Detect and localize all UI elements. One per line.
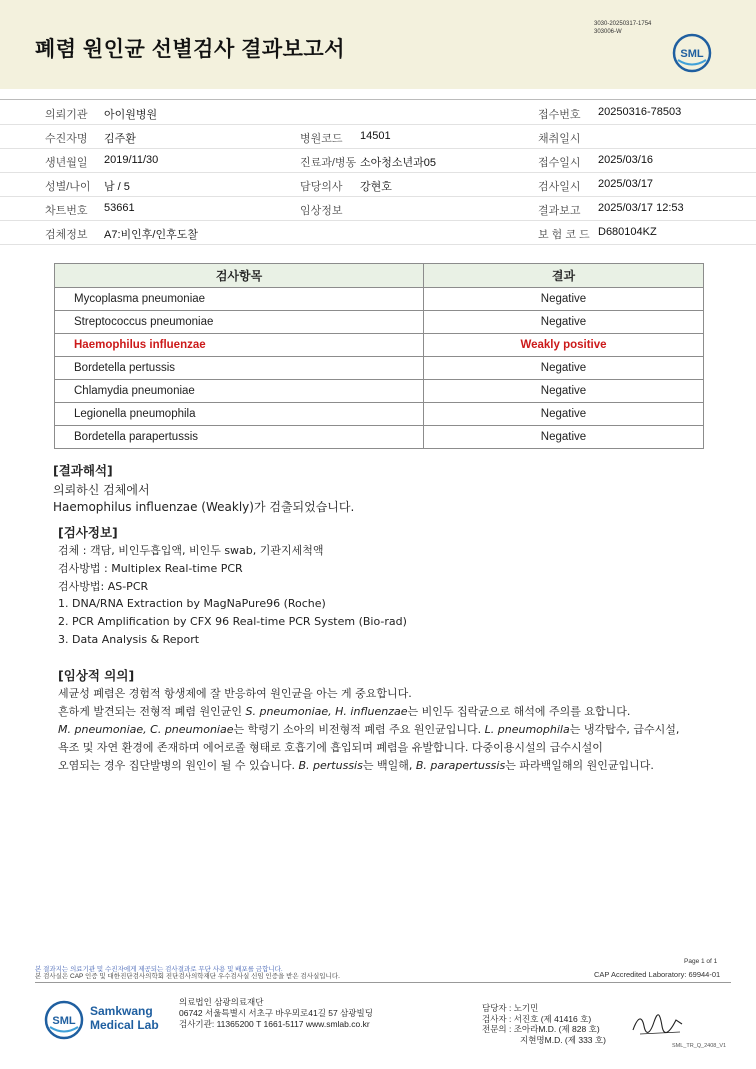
lab-contact: 검사기관: 11365200 T 1661-5117 www.smlab.co.kr	[179, 1019, 370, 1029]
footer-notice: 본 결과지는 의료기관 및 수진자에게 제공되는 검사결과로 무단 사용 및 배포를 금합니다.	[35, 966, 283, 973]
value-insurance-code: D680104KZ	[598, 226, 657, 238]
table-row-flagged	[55, 334, 704, 357]
value-receipt-number: 20250316-78503	[598, 106, 682, 118]
handwritten-signature	[630, 1010, 686, 1040]
form-code: SML_TR_Q_2408_V1	[672, 1043, 727, 1049]
label-department: 진료과/병동	[300, 157, 357, 169]
logo-text: SML	[680, 48, 704, 60]
test-info-line: 3. Data Analysis & Report	[58, 633, 200, 646]
clinical-line	[58, 703, 630, 719]
clinical-text: 오염되는 경우 집단발병의 원인이 될 수 있습니다.	[58, 759, 299, 772]
clinical-text: 는 비인두 집락균으로 해석에 주의를 요합니다.	[407, 705, 631, 718]
value-specimen-info: A7:비인후/인후도찰	[104, 229, 198, 241]
table-row	[55, 311, 704, 334]
patient-info	[0, 99, 756, 241]
label-specimen-info: 검체정보	[45, 229, 88, 241]
table-row	[55, 357, 704, 380]
value-report-time: 2025/03/17 12:53	[598, 202, 684, 214]
test-result: Negative	[424, 288, 704, 311]
signatory-line: 지현명M.D. (제 333 호)	[520, 1034, 606, 1045]
lab-address: 06742 서울특별시 서초구 바우뫼로41길 57 삼광빌딩	[179, 1008, 373, 1018]
interpretation-line: 의뢰하신 검체에서	[53, 483, 150, 497]
test-info-line: 검체 : 객담, 비인두흡입액, 비인두 swab, 기관지세척액	[58, 544, 324, 557]
test-info-title: [검사정보]	[58, 525, 118, 540]
label-patient-name: 수진자명	[45, 133, 88, 145]
info-row	[0, 148, 756, 173]
info-row	[0, 220, 756, 245]
label-test-date: 검사일시	[538, 181, 581, 193]
label-hospital-code: 병원코드	[300, 133, 343, 145]
label-report-time: 결과보고	[538, 205, 581, 217]
clinical-line: 세균성 폐렴은 경험적 항생제에 잘 반응하여 원인균을 아는 게 중요합니다.	[58, 687, 412, 700]
test-info-line: 검사방법: AS-PCR	[58, 580, 149, 593]
cap-accreditation: CAP Accredited Laboratory: 69944-01	[594, 970, 721, 979]
clinical-line	[58, 757, 654, 773]
value-requesting-institution: 아이원병원	[104, 109, 158, 121]
label-receipt-number: 접수번호	[538, 109, 581, 121]
table-row	[55, 426, 704, 449]
value-hospital-code: 14501	[360, 130, 391, 142]
test-result: Negative	[424, 403, 704, 426]
column-header-result: 결과	[424, 264, 704, 288]
results-table	[54, 263, 704, 449]
label-collection-time: 채취일시	[538, 133, 581, 145]
interpretation-title: [결과해석]	[53, 463, 113, 478]
column-header-test-item: 검사항목	[55, 264, 424, 288]
lab-address-block	[179, 997, 373, 1030]
label-chart-number: 차트번호	[45, 205, 88, 217]
report-header	[0, 0, 756, 89]
table-row	[55, 380, 704, 403]
logo-text: SML	[52, 1015, 76, 1027]
test-item: Bordetella pertussis	[55, 357, 424, 380]
label-clinical-info: 임상정보	[300, 205, 343, 217]
label-sex-age: 성별/나이	[45, 181, 91, 193]
value-birth-date: 2019/11/30	[104, 154, 159, 166]
label-requesting-institution: 의뢰기관	[45, 109, 88, 121]
interpretation-line: Haemophilus influenzae (Weakly)가 검출되었습니다.	[53, 500, 355, 514]
test-item: Mycoplasma pneumoniae	[55, 288, 424, 311]
report-title: 폐렴 원인균 선별검사 결과보고서	[35, 38, 346, 61]
value-physician: 강현호	[360, 181, 392, 193]
clinical-text: 는 학령기 소아의 비전형적 폐렴 주요 원인균입니다.	[233, 723, 485, 736]
table-row	[55, 288, 704, 311]
label-birth-date: 생년월일	[45, 157, 88, 169]
page-number: Page 1 of 1	[684, 958, 718, 965]
sml-logo-icon	[44, 1000, 84, 1040]
document-code	[594, 20, 651, 36]
test-item: Bordetella parapertussis	[55, 426, 424, 449]
footer-divider	[35, 982, 731, 983]
label-receipt-date: 접수일시	[538, 157, 581, 169]
clinical-line	[58, 721, 679, 737]
test-info-line: 2. PCR Amplification by CFX 96 Real-time PCR System (Bio-rad)	[58, 615, 407, 628]
test-result: Weakly positive	[424, 334, 704, 357]
value-patient-name: 김주환	[104, 133, 136, 145]
sml-logo-icon	[672, 33, 712, 73]
test-result: Negative	[424, 380, 704, 403]
brand-line: Samkwang	[90, 1004, 153, 1018]
test-item: Haemophilus influenzae	[55, 334, 424, 357]
label-physician: 담당의사	[300, 181, 343, 193]
table-row	[55, 403, 704, 426]
label-insurance-code: 보 험 코 드	[538, 229, 590, 241]
clinical-species: M. pneumoniae, C. pneumoniae	[58, 723, 234, 736]
test-result: Negative	[424, 357, 704, 380]
results-header-row	[55, 264, 704, 288]
clinical-text: 는 냉각탑수, 급수시설,	[569, 723, 680, 736]
info-row	[0, 196, 756, 221]
info-row	[0, 172, 756, 197]
test-item: Legionella pneumophila	[55, 403, 424, 426]
test-result: Negative	[424, 311, 704, 334]
footer-accreditation-notice: 본 검사실은 CAP 인증 및 대한진단검사의학회 진단검사의학재단 우수검사실 신임 인증을 받은 검사실입니다.	[35, 973, 340, 980]
brand-line: Medical Lab	[90, 1018, 159, 1032]
clinical-text: 는 백일해,	[362, 759, 416, 772]
signatory-line: 검사자 : 서진호 (제 41416 호)	[482, 1013, 592, 1024]
test-info-line: 1. DNA/RNA Extraction by MagNaPure96 (Roche)	[58, 597, 326, 610]
value-department: 소아청소년과05	[360, 157, 436, 169]
clinical-significance-title: [임상적 의의]	[58, 668, 135, 683]
clinical-species: B. pertussis	[298, 759, 363, 772]
document-code-line-1: 3030-20250317-1754	[594, 21, 652, 27]
clinical-line: 욕조 및 자연 환경에 존재하며 에어로졸 형태로 호흡기에 흡입되며 폐렴을 유발합니다. 다중이용시설의 급수시설이	[58, 741, 603, 754]
clinical-species: S. pneumoniae, H. influenzae	[245, 705, 408, 718]
test-item: Streptococcus pneumoniae	[55, 311, 424, 334]
test-info-line: 검사방법 : Multiplex Real-time PCR	[58, 562, 243, 575]
brand-name	[90, 1004, 159, 1032]
signatory-line: 전문의 : 조아라M.D. (제 828 호)	[482, 1024, 600, 1034]
clinical-species: B. parapertussis	[415, 759, 506, 772]
clinical-text: 는 파라백일해의 원인균입니다.	[505, 759, 654, 772]
signatories	[482, 1003, 606, 1045]
test-result: Negative	[424, 426, 704, 449]
test-item: Chlamydia pneumoniae	[55, 380, 424, 403]
organization-name: 의료법인 삼광의료재단	[179, 997, 264, 1007]
info-row	[0, 124, 756, 149]
value-receipt-date: 2025/03/16	[598, 154, 654, 166]
clinical-text: 흔하게 발견되는 전형적 폐렴 원인균인	[58, 705, 246, 718]
info-row	[0, 100, 756, 125]
signatory-line: 담당자 : 노기민	[482, 1003, 539, 1013]
value-chart-number: 53661	[104, 202, 135, 214]
clinical-species: L. pneumophila	[484, 723, 570, 736]
value-sex-age: 남 / 5	[104, 181, 130, 193]
value-test-date: 2025/03/17	[598, 178, 654, 190]
document-code-line-2: 303006-W	[594, 29, 622, 35]
